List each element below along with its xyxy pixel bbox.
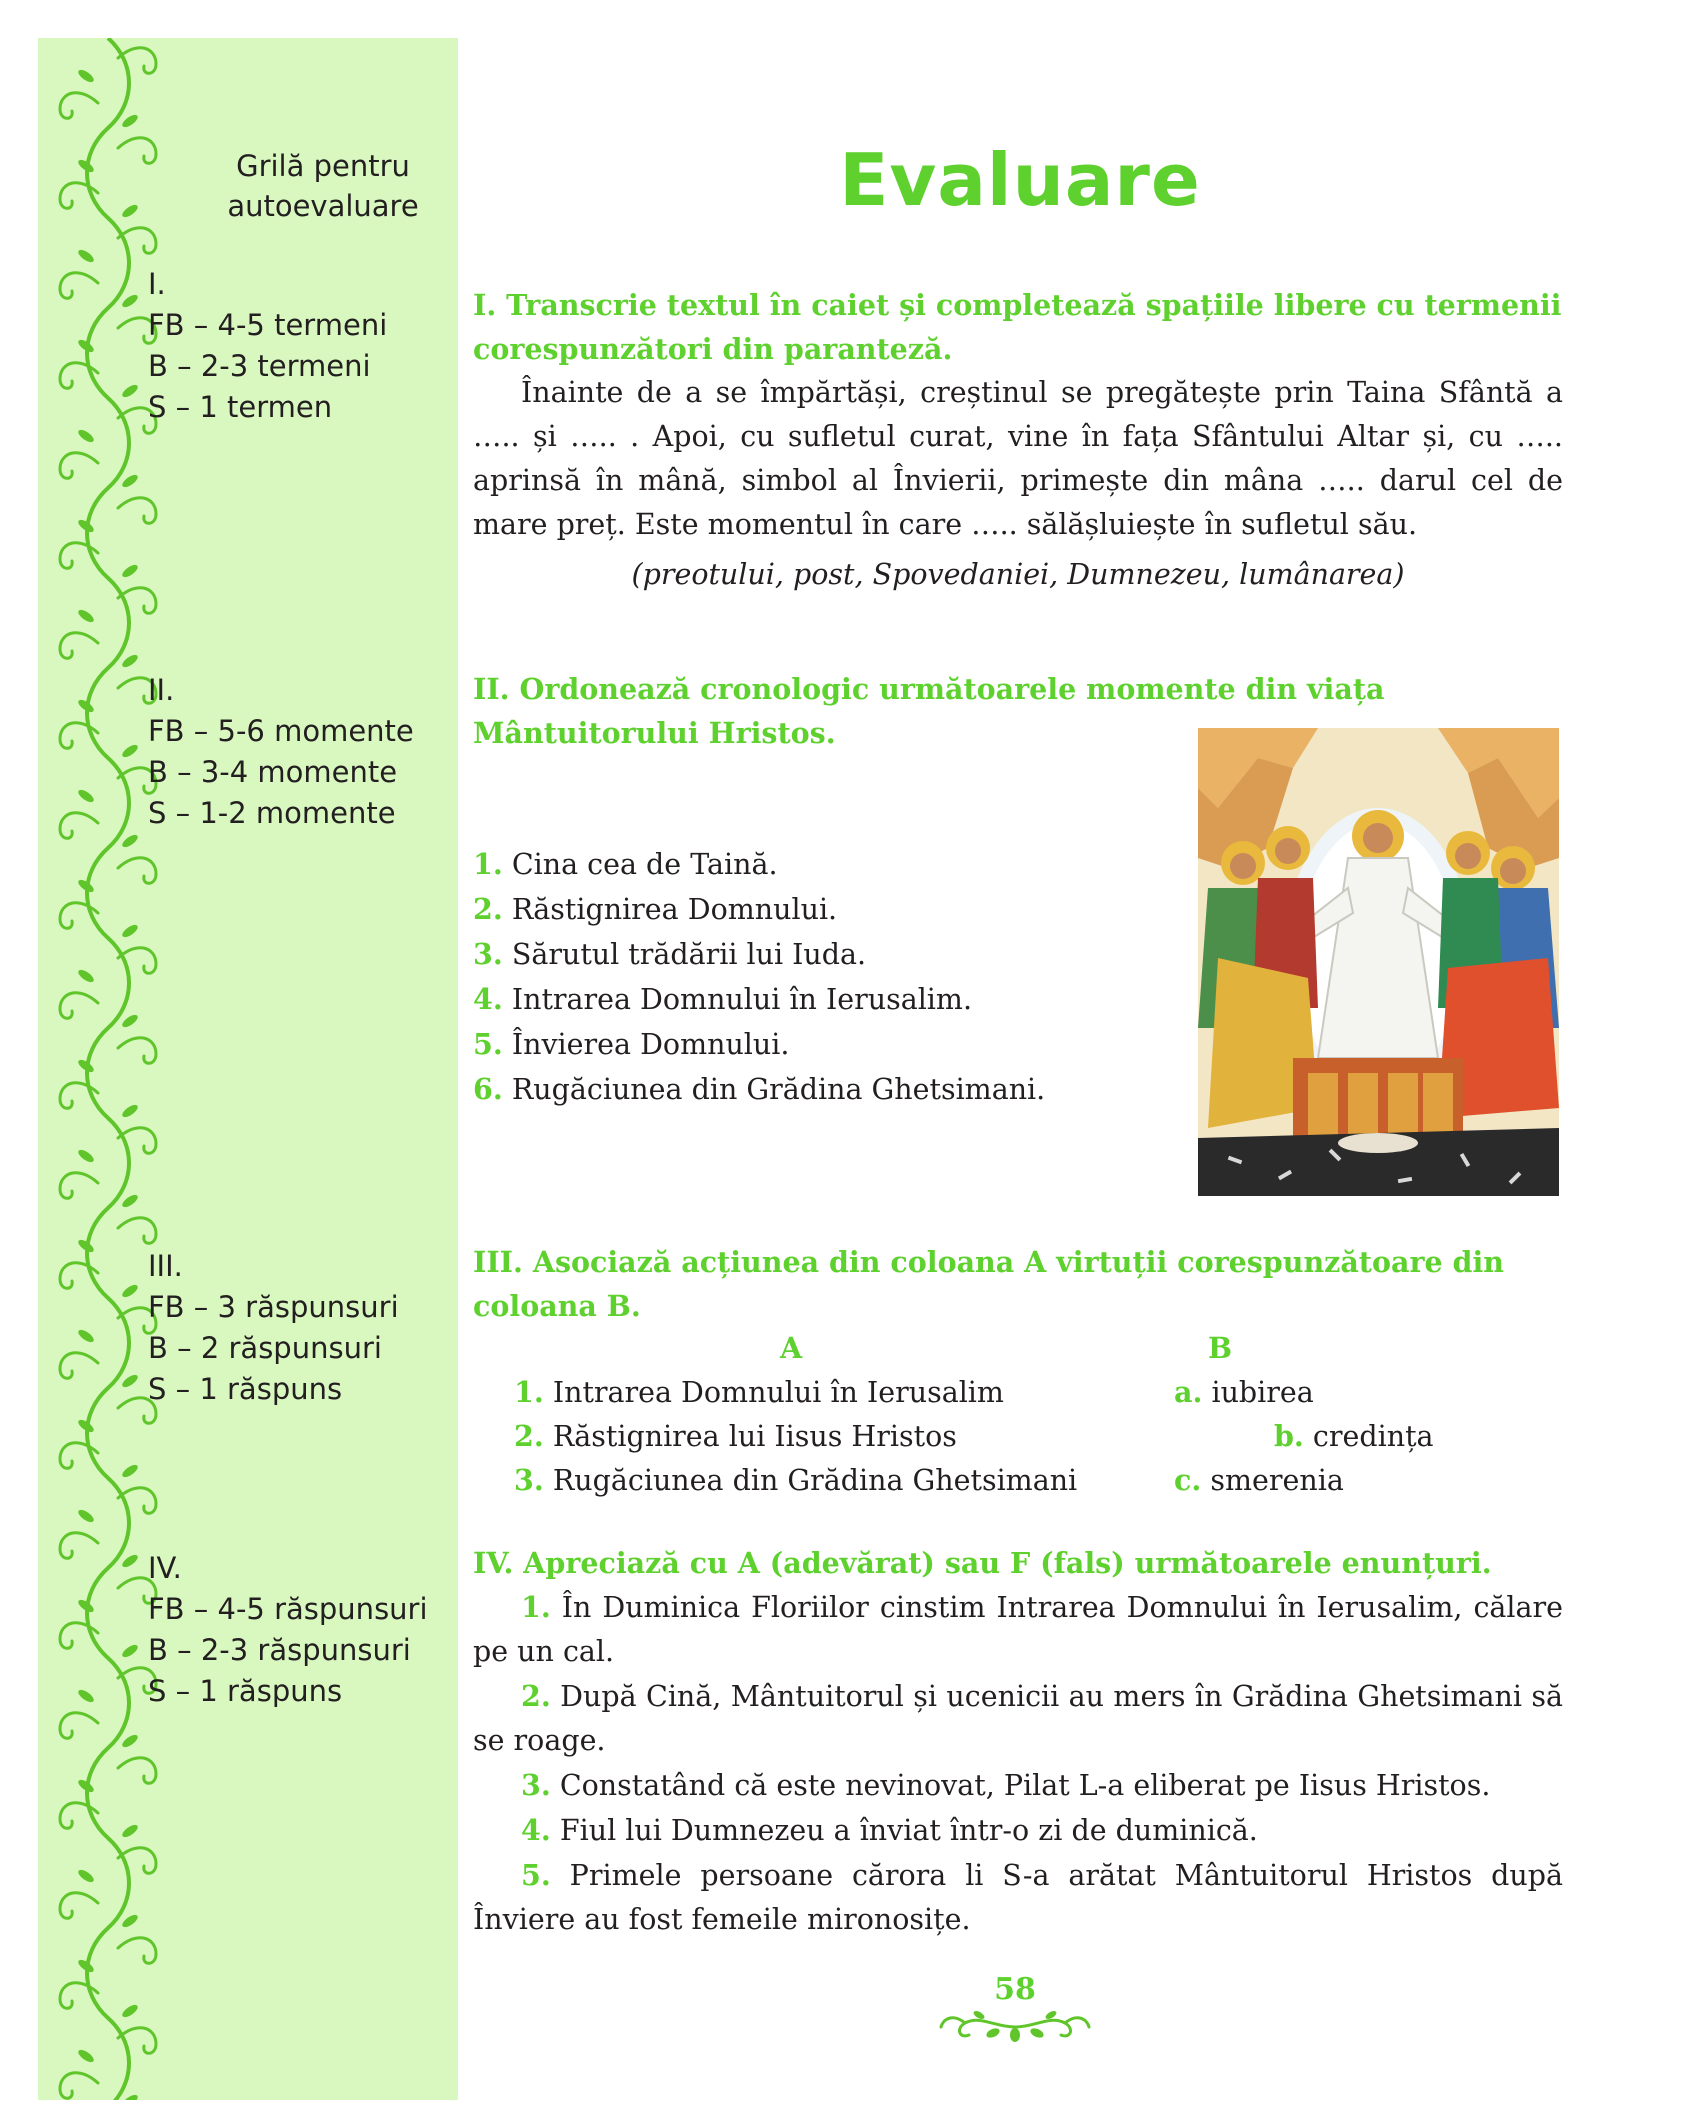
list-item: [473, 842, 1173, 887]
item-text: Răstignirea lui Iisus Hristos: [552, 1420, 957, 1453]
section-3: [473, 1240, 1563, 1328]
section-2-list: [473, 842, 1173, 1112]
sidebar-title: [188, 146, 458, 226]
item-text: Învierea Domnului.: [511, 1028, 790, 1061]
list-item: [473, 887, 1173, 932]
self-assessment-sidebar: [38, 38, 458, 2100]
sidebar-title-line1: Grilă pentru: [236, 149, 410, 183]
column-b-item: [1174, 1458, 1344, 1503]
item-number: 2.: [473, 892, 503, 926]
column-a-item: [514, 1414, 957, 1459]
grid-block-1: [148, 264, 387, 428]
item-number: 5.: [521, 1858, 551, 1892]
column-a-item: [514, 1370, 1004, 1415]
grid-roman: III.: [148, 1249, 183, 1283]
item-text: Intrarea Domnului în Ierusalim: [552, 1376, 1004, 1409]
grid-line: B – 2-3 răspunsuri: [148, 1633, 411, 1667]
grid-line: B – 3-4 momente: [148, 755, 398, 789]
grid-line: S – 1 răspuns: [148, 1372, 343, 1406]
item-letter: c.: [1174, 1463, 1202, 1497]
sidebar-title-line2: autoevaluare: [227, 189, 419, 223]
list-item: [473, 1763, 1563, 1808]
item-number: 3.: [521, 1768, 551, 1802]
grid-line: B – 2-3 termeni: [148, 349, 371, 383]
grid-line: FB – 5-6 momente: [148, 714, 414, 748]
grid-roman: II.: [148, 673, 175, 707]
item-text: În Duminica Floriilor cinstim Intrarea Domnului în Ierusalim, călare pe un cal.: [473, 1591, 1563, 1668]
section-1-text: Înainte de a se împărtăși, creștinul se pregătește prin Taina Sfântă a ….. și ….. . Apoi, cu sufletul curat, vine în fața Sfântului Altar și, cu ….. aprinsă în mână, simbol al Învierii, primește din mâna ….. darul cel de mare preț. Este momentul în care ….. sălășluiește în sufletul său.: [473, 376, 1563, 541]
grid-roman: I.: [148, 267, 166, 301]
item-number: 5.: [473, 1027, 503, 1061]
section-1-options: (preotului, post, Spovedaniei, Dumnezeu, lumânarea): [631, 558, 1405, 591]
grid-block-3: [148, 1246, 399, 1410]
item-text: smerenia: [1210, 1464, 1344, 1497]
list-item: [473, 1674, 1563, 1763]
column-a-header: A: [780, 1331, 803, 1365]
grid-line: S – 1-2 momente: [148, 796, 396, 830]
list-item: [473, 932, 1173, 977]
item-number: 6.: [473, 1072, 503, 1106]
page-number: 58: [994, 1972, 1036, 2007]
item-number: 1.: [473, 847, 503, 881]
grid-line: S – 1 răspuns: [148, 1674, 343, 1708]
floral-ornament-icon: [935, 2005, 1095, 2045]
list-item: [473, 1067, 1173, 1112]
item-number: 1.: [521, 1590, 551, 1624]
section-1-heading: I. Transcrie textul în caiet și completează spațiile libere cu termenii corespunzători din paranteză.: [473, 288, 1562, 366]
item-text: credința: [1312, 1420, 1434, 1453]
item-text: iubirea: [1211, 1376, 1314, 1409]
grid-line: B – 2 răspunsuri: [148, 1331, 382, 1365]
page-title: Evaluare: [839, 138, 1201, 222]
item-text: Rugăciunea din Grădina Ghetsimani.: [511, 1073, 1046, 1106]
section-3-heading: III. Asociază acțiunea din coloana A virtuții corespunzătoare din coloana B.: [473, 1245, 1504, 1323]
item-number: 3.: [473, 937, 503, 971]
resurrection-icon: [1198, 728, 1559, 1196]
item-number: 4.: [473, 982, 503, 1016]
grid-line: FB – 4-5 răspunsuri: [148, 1592, 428, 1626]
item-text: După Cină, Mântuitorul și ucenicii au mers în Grădina Ghetsimani să se roage.: [473, 1680, 1564, 1757]
item-number: 2.: [514, 1419, 544, 1453]
list-item: [473, 1853, 1563, 1942]
item-text: Intrarea Domnului în Ierusalim.: [511, 983, 973, 1016]
item-letter: b.: [1274, 1419, 1304, 1453]
section-2-heading: II. Ordonează cronologic următoarele momente din viața Mântuitorului Hristos.: [473, 672, 1385, 750]
grid-line: S – 1 termen: [148, 390, 333, 424]
list-item: [473, 1808, 1563, 1853]
grid-line: FB – 4-5 termeni: [148, 308, 388, 342]
item-text: Cina cea de Taină.: [511, 848, 778, 881]
grid-roman: IV.: [148, 1551, 182, 1585]
section-1: [473, 283, 1563, 597]
item-letter: a.: [1174, 1375, 1203, 1409]
column-b-header: B: [1208, 1331, 1233, 1365]
list-item: [473, 1585, 1563, 1674]
column-b-item: [1274, 1414, 1434, 1459]
column-b-item: [1174, 1370, 1314, 1415]
item-text: Sărutul trădării lui Iuda.: [511, 938, 867, 971]
grid-block-4: [148, 1548, 428, 1712]
item-number: 2.: [521, 1679, 551, 1713]
item-number: 1.: [514, 1375, 544, 1409]
item-text: Răstignirea Domnului.: [511, 893, 838, 926]
item-number: 4.: [521, 1813, 551, 1847]
list-item: [473, 977, 1173, 1022]
section-4: [473, 1541, 1563, 1942]
item-text: Fiul lui Dumnezeu a înviat într-o zi de duminică.: [559, 1814, 1258, 1847]
grid-block-2: [148, 670, 414, 834]
item-text: Rugăciunea din Grădina Ghetsimani: [552, 1464, 1078, 1497]
grid-line: FB – 3 răspunsuri: [148, 1290, 399, 1324]
list-item: [473, 1022, 1173, 1067]
column-a-item: [514, 1458, 1077, 1503]
section-4-heading: IV. Apreciază cu A (adevărat) sau F (fals) următoarele enunțuri.: [473, 1546, 1492, 1580]
item-number: 3.: [514, 1463, 544, 1497]
item-text: Primele persoane cărora li S-a arătat Mântuitorul Hristos după Înviere au fost femeile mironosițe.: [473, 1859, 1563, 1936]
item-text: Constatând că este nevinovat, Pilat L-a eliberat pe Iisus Hristos.: [559, 1769, 1491, 1802]
